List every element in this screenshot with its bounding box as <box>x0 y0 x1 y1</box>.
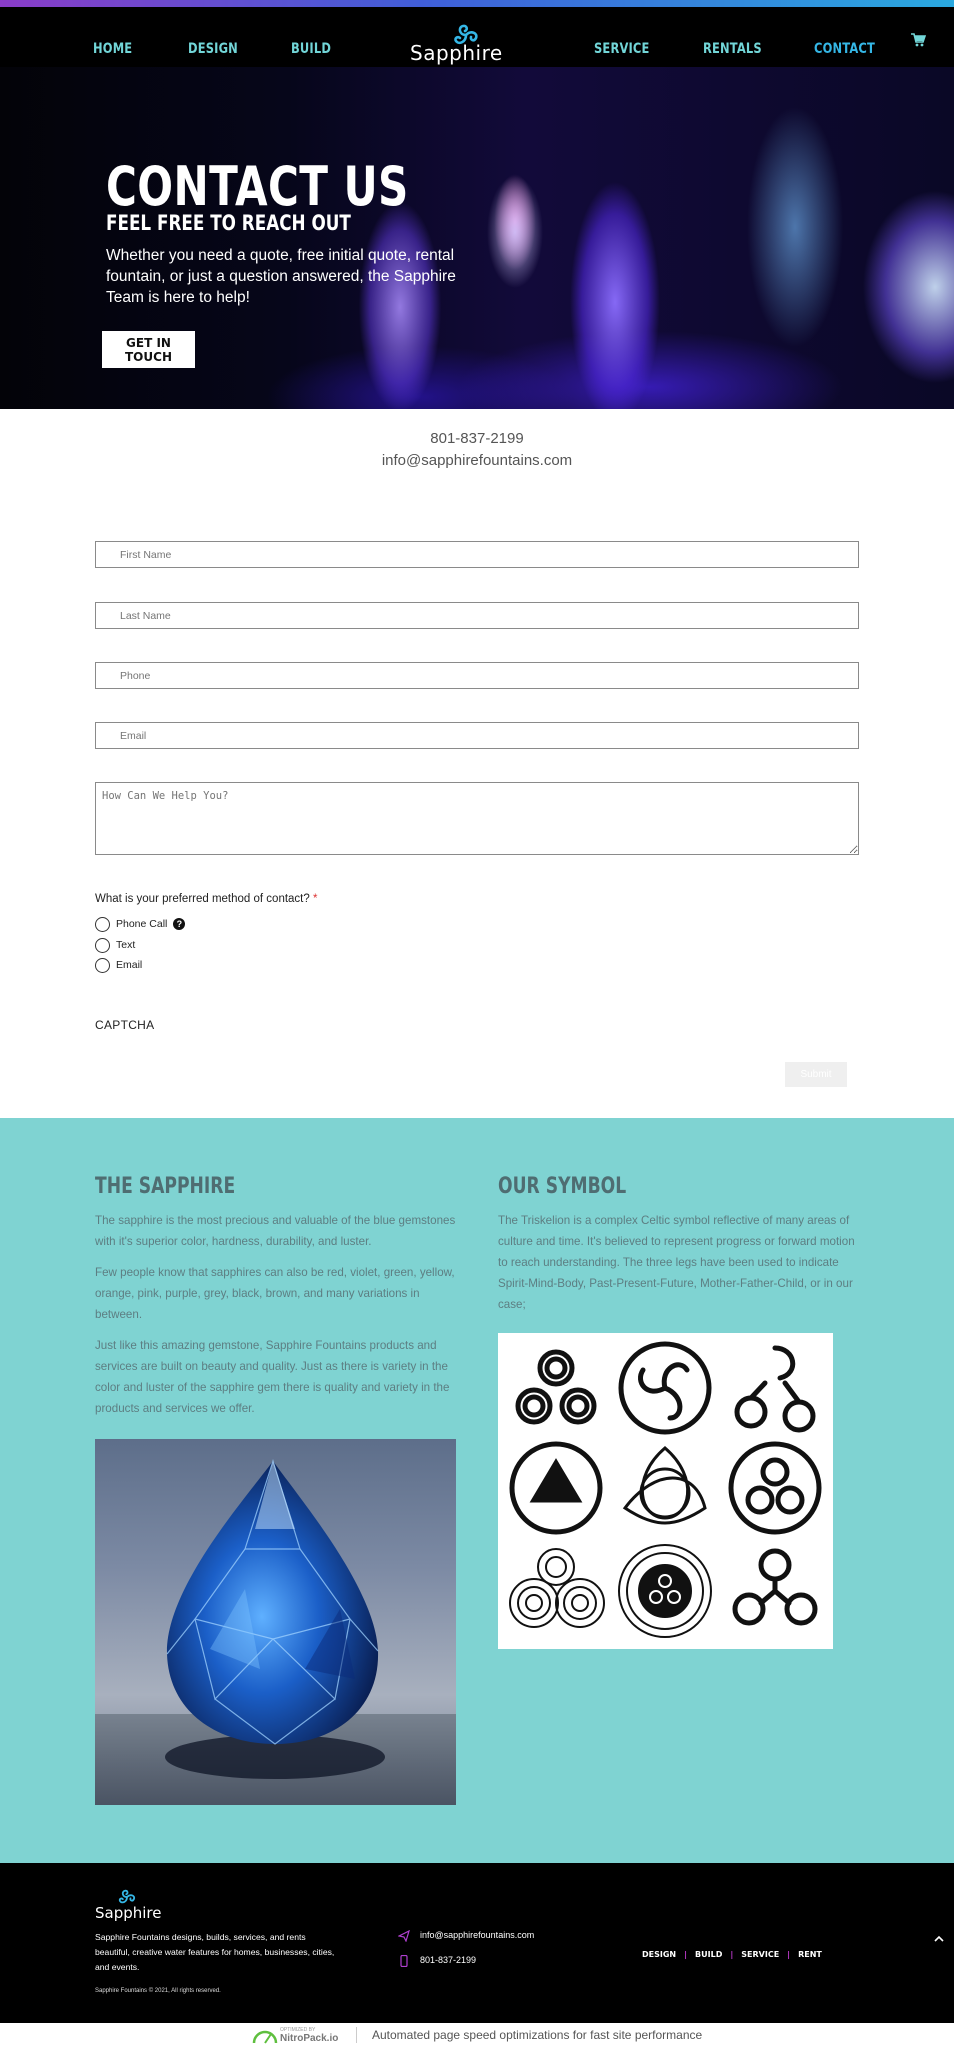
footer-link-separator: | <box>684 1950 688 1959</box>
nitropack-optimized-by: OPTIMIZED BY <box>280 2027 316 2033</box>
radio-phone-call[interactable] <box>95 916 185 932</box>
nav-build[interactable]: BUILD <box>291 41 332 57</box>
sapphire-gem-image <box>95 1439 456 1805</box>
site-logo[interactable] <box>406 22 536 68</box>
nav-service[interactable]: SERVICE <box>594 41 650 57</box>
radio-label: Phone Call <box>116 918 168 930</box>
nitropack-gauge-icon <box>252 2028 278 2044</box>
captcha-label: CAPTCHA <box>95 1018 155 1032</box>
contact-info <box>0 428 954 472</box>
footer-logo-wordmark: Sapphire <box>95 1904 162 1922</box>
footer-phone-text[interactable]: 801-837-2199 <box>420 1955 477 1965</box>
footer-copyright: Sapphire Fountains © 2021, All rights reserved. <box>95 1988 221 1994</box>
email-input[interactable] <box>95 722 859 749</box>
footer-links <box>642 1950 822 1959</box>
symbol-paragraph-1: The Triskelion is a complex Celtic symbol reflective of many areas of culture and time. It's believed to represent progress or forward motion to reach understanding. The three legs have been used to indicate Spirit-Mind-Body, Past-Present-Future, Mother-Father-Child, or in our case; <box>498 1214 855 1311</box>
top-gradient-bar <box>0 0 954 7</box>
contact-method-question <box>95 893 317 905</box>
help-icon[interactable]: ? <box>173 918 185 930</box>
hero-title: CONTACT US <box>106 155 409 218</box>
triskelion-symbols-image <box>498 1333 833 1649</box>
radio-circle[interactable] <box>95 917 110 932</box>
triskelion-grid-illustration <box>498 1333 833 1649</box>
contact-phone[interactable]: 801-837-2199 <box>430 430 524 447</box>
gem-illustration <box>95 1439 456 1805</box>
radio-email[interactable] <box>95 957 142 973</box>
contact-method-question-text: What is your preferred method of contact? <box>95 893 310 905</box>
sapphire-heading: THE SAPPHIRE <box>95 1174 236 1199</box>
footer-email[interactable] <box>398 1928 534 1942</box>
nitropack-message: Automated page speed optimizations for fast site performance <box>372 2028 703 2042</box>
nav-contact[interactable]: CONTACT <box>814 41 876 57</box>
radio-circle[interactable] <box>95 938 110 953</box>
footer-link-build[interactable]: BUILD <box>695 1950 723 1959</box>
scroll-to-top-icon[interactable] <box>933 1933 945 1945</box>
footer-logo[interactable] <box>95 1888 185 1924</box>
sapphire-paragraph-1: The sapphire is the most precious and valuable of the blue gemstones with it's superior color, hardness, durability, and luster. <box>95 1214 456 1248</box>
mobile-phone-icon <box>398 1955 410 1967</box>
logo-wordmark: Sapphire <box>410 41 503 65</box>
radio-text[interactable] <box>95 937 135 953</box>
footer-phone[interactable] <box>398 1953 476 1967</box>
hero-subtitle: FEEL FREE TO REACH OUT <box>106 211 351 235</box>
footer-link-rent[interactable]: RENT <box>798 1950 822 1959</box>
submit-button[interactable]: Submit <box>785 1062 847 1087</box>
main-nav <box>0 7 954 67</box>
contact-email[interactable]: info@sapphirefountains.com <box>381 452 573 469</box>
cart-icon[interactable] <box>910 33 926 47</box>
footer-link-service[interactable]: SERVICE <box>741 1950 780 1959</box>
phone-input[interactable] <box>95 662 859 689</box>
footer-description: Sapphire Fountains designs, builds, services, and rents beautiful, creative water features for homes, businesses, cities, and events. <box>95 1932 335 1972</box>
footer-email-text[interactable]: info@sapphirefountains.com <box>420 1930 535 1940</box>
nitropack-name: NitroPack.io <box>280 2033 339 2044</box>
footer-link-design[interactable]: DESIGN <box>642 1950 677 1959</box>
hero-description: Whether you need a quote, free initial quote, rental fountain, or just a question answered, the Sapphire Team is here to help! <box>106 247 456 306</box>
paper-plane-icon <box>398 1930 410 1942</box>
radio-label: Email <box>116 959 143 971</box>
nav-home[interactable]: HOME <box>93 41 133 57</box>
symbol-heading: OUR SYMBOL <box>498 1174 627 1199</box>
get-in-touch-button[interactable]: GET IN TOUCH <box>102 331 195 368</box>
nitropack-badge[interactable] <box>250 2026 344 2045</box>
radio-circle[interactable] <box>95 958 110 973</box>
sapphire-paragraph-3: Just like this amazing gemstone, Sapphire Fountains products and services are built on beauty and quality. Just as there is variety in the color and luster of the sapphire gem there is quality and variety in the products and services we offer. <box>95 1339 450 1415</box>
first-name-input[interactable] <box>95 541 859 568</box>
last-name-input[interactable] <box>95 602 859 629</box>
radio-label: Text <box>116 939 136 951</box>
message-textarea[interactable] <box>95 782 859 855</box>
hero-banner <box>0 67 954 409</box>
nav-rentals[interactable]: RENTALS <box>703 41 762 57</box>
footer-link-separator: | <box>787 1950 791 1959</box>
nitropack-bar <box>0 2023 954 2048</box>
nav-design[interactable]: DESIGN <box>188 41 238 57</box>
sapphire-paragraph-2: Few people know that sapphires can also be red, violet, green, yellow, orange, pink, purple, grey, black, brown, and many variations in between. <box>95 1266 455 1321</box>
required-asterisk: * <box>312 893 318 905</box>
nitropack-divider <box>356 2027 357 2043</box>
footer-link-separator: | <box>730 1950 734 1959</box>
